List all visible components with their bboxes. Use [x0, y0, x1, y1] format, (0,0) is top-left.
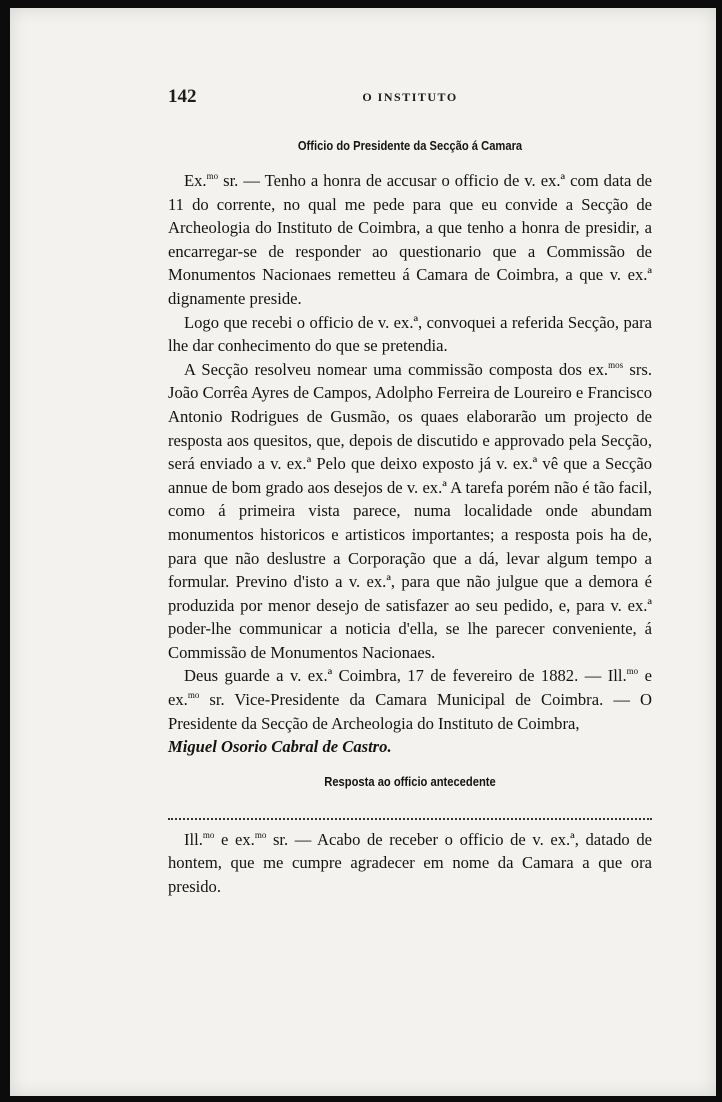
paragraph-2: Logo que recebi o officio de v. ex.ª, convoquei a referida Secção, para lhe dar conhecimento do que se pretendia. [168, 312, 652, 356]
running-head [168, 86, 652, 112]
paragraph-1-text: sr. — Tenho a honra de accusar o officio de v. ex.ª com data de 11 do corrente, no qual me pede para que eu convide a Secção de Archeologia do Instituto de Coimbra, a que tenho a honra de presidir, a encarregar-se de responder ao questionario que a Commissão de Monumentos Nacionaes remetteu á Camara de Coimbra, a que v. ex.ª dignamente preside. [168, 171, 652, 308]
paragraph-3-text: srs. João Corrêa Ayres de Campos, Adolpho Ferreira de Loureiro e Francisco Antonio Rodrigues de Gusmão, os quaes elaborarão um projecto de resposta aos quesitos, que, depois de discutido e approvado pela Secção, será enviado a v. ex.ª Pelo que deixo exposto já v. ex.ª vê que a Secção annue de bom grado aos desejos de v. ex.ª A tarefa porém não é tão facil, como á primeira vista parece, numa localidade onde abundam monumentos historicos e artisticos importantes; a resposta pois ha de, para que não deslustre a Corporação que a dá, levar algum tempo a formular. Previno d'isto a v. ex.ª, para que não julgue que a demora é produzida por menor desejo de satisfazer ao seu pedido, e, para v. ex.ª poder-lhe communicar a noticia d'ella, se lhe parecer conveniente, á Commissão de Monumentos Nacionaes. [168, 359, 652, 662]
paragraph-4-text: sr. Vice-Presidente da Camara Municipal de Coimbra. — O Presidente da Secção de Archeologia do Instituto de Coimbra, [168, 690, 652, 733]
superscript: mo [206, 171, 219, 181]
superscript: mo [254, 829, 267, 840]
paragraph-1 [168, 169, 652, 311]
paragraph-4 [168, 664, 652, 735]
salutation-abbrev: Ex. [184, 171, 207, 190]
paragraph-5-start: Ill. [184, 829, 203, 849]
paragraph-5-text: sr. — Acabo de receber o officio de v. ex.ª, datado de hontem, que me cumpre agradecer em nome da Camara a que ora presido. [168, 829, 653, 897]
superscript: mo [202, 829, 215, 840]
paragraph-3-start: A Secção resolveu nomear uma commissão composta dos ex. [184, 359, 609, 379]
section-heading-resposta: Resposta ao officio antecedente [324, 773, 496, 789]
superscript: mo [626, 666, 639, 677]
paragraph-3 [168, 358, 652, 665]
paragraph-5-mid: e ex. [214, 829, 255, 849]
paragraph-5 [168, 828, 652, 899]
page-number: 142 [168, 86, 197, 107]
signature: Miguel Osorio Cabral de Castro. [168, 737, 392, 757]
body-text [168, 136, 652, 899]
superscript: mos [608, 359, 624, 370]
journal-title: O INSTITUTO [362, 90, 458, 104]
section-heading-officio: Officio do Presidente da Secção á Camara [297, 138, 523, 153]
dotted-divider [168, 818, 652, 820]
paragraph-4-start: Deus guarde a v. ex.ª Coimbra, 17 de fevereiro de 1882. — Ill. [184, 666, 627, 686]
paragraph-4-mid: e ex. [168, 666, 652, 710]
superscript: mo [187, 690, 200, 701]
book-page [10, 8, 716, 1096]
